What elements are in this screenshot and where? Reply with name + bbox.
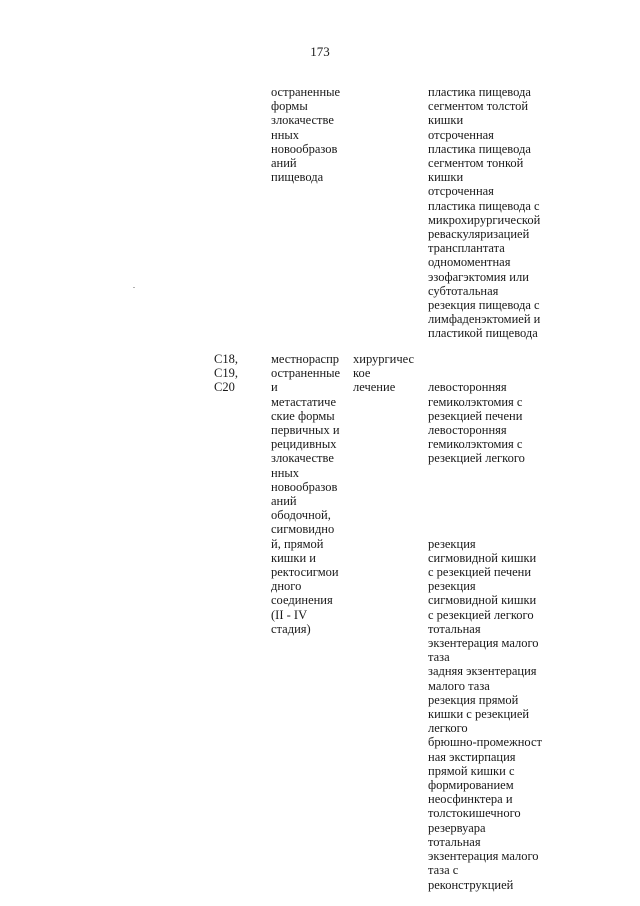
text-line: кишки с резекцией — [428, 707, 530, 722]
text-line: формы — [271, 99, 308, 114]
text-line: левосторонняя — [428, 380, 507, 395]
text-line: резекция прямой — [428, 692, 519, 707]
text-line: экзентерация малого — [428, 636, 539, 651]
text-line: тотальная — [428, 834, 481, 849]
text-line: дного — [271, 579, 302, 594]
text-line: лимфаденэктомией и — [428, 312, 541, 327]
text-line: пластикой пищевода — [428, 326, 538, 341]
text-line: лечение — [353, 380, 396, 395]
page-number: 173 — [310, 44, 330, 59]
block1-methods-column — [428, 85, 540, 341]
text-line: хирургичес — [353, 352, 415, 366]
text-line: аний — [271, 156, 297, 171]
text-line: сегментом толстой — [428, 99, 529, 114]
text-line: брюшно-промежност — [428, 735, 542, 750]
text-line: местнораспр — [271, 352, 340, 366]
group-gap — [428, 494, 542, 508]
text-line: C20 — [214, 380, 235, 395]
text-line: резекция — [428, 579, 476, 594]
text-line: одномоментная — [428, 255, 511, 270]
text-line: новообразов — [271, 479, 338, 494]
text-line: формированием — [428, 778, 514, 793]
text-line: толстокишечного — [428, 806, 521, 821]
text-line: кишки и — [271, 550, 316, 565]
text-line: трансплантата — [428, 241, 505, 256]
text-line: гемиколэктомия с — [428, 437, 523, 452]
scan-speck — [133, 287, 135, 288]
text-line: (II - IV — [271, 607, 308, 622]
text-line: отсроченная — [428, 127, 494, 142]
text-line: нных — [271, 465, 300, 480]
block2-methods-group-a — [428, 380, 542, 465]
text-line: легкого — [428, 721, 468, 736]
text-line: злокачестве — [271, 451, 334, 466]
text-line: с резекцией печени — [428, 565, 532, 580]
text-line: микрохирургической — [428, 212, 541, 227]
text-line: задняя экзентерация — [428, 664, 537, 679]
block2-methods-column — [428, 352, 542, 906]
text-line: пластика пищевода — [428, 141, 531, 156]
text-line: сигмовидной кишки — [428, 593, 537, 608]
text-line: пищевода — [271, 170, 324, 185]
text-line: C18, — [214, 352, 238, 366]
text-line: злокачестве — [271, 113, 334, 128]
text-line: неосфинктера и — [428, 792, 513, 807]
text-line: й, прямой — [271, 536, 324, 551]
text-line: таза с — [428, 863, 459, 878]
text-line: ободочной, — [271, 508, 331, 523]
text-line: тотальная — [428, 621, 481, 636]
block2-treatment-column — [353, 352, 414, 395]
text-line: отсроченная — [428, 184, 494, 199]
text-line: резекция — [428, 536, 476, 551]
text-line: резекцией легкого — [428, 451, 525, 466]
text-line: кишки — [428, 170, 464, 185]
text-line: первичных и — [271, 423, 340, 438]
text-line: метастатиче — [271, 394, 336, 409]
text-line: сигмовидно — [271, 522, 335, 537]
text-line: эзофагэктомия или — [428, 269, 529, 284]
text-line: кишки — [428, 113, 464, 128]
text-line: с резекцией легкого — [428, 607, 534, 622]
text-line: малого таза — [428, 678, 490, 693]
text-line: резервуара — [428, 820, 486, 835]
text-line: резекция пищевода с — [428, 298, 540, 313]
text-line: пластика пищевода — [428, 85, 531, 99]
text-line: реконструкцией — [428, 877, 514, 892]
text-line: новообразов — [271, 141, 338, 156]
block2-form-column — [271, 352, 340, 636]
text-line: прямой кишки с — [428, 763, 515, 778]
block2-codes-column — [214, 352, 238, 395]
text-line: ная экстирпация — [428, 749, 516, 764]
text-line: рецидивных — [271, 437, 337, 452]
block1-form-column — [271, 85, 340, 184]
text-line: реваскуляризацией — [428, 227, 530, 242]
text-line: пластика пищевода с — [428, 198, 540, 213]
text-line: гемиколэктомия с — [428, 394, 523, 409]
text-line: и — [271, 380, 278, 395]
text-line: остраненные — [271, 85, 341, 99]
text-line: сегментом тонкой — [428, 156, 524, 171]
text-line: остраненные — [271, 366, 341, 381]
text-line: экзентерация малого — [428, 849, 539, 864]
text-line: ректосигмои — [271, 565, 339, 580]
text-line: таза — [428, 650, 450, 665]
block2-methods-group-b — [428, 537, 542, 892]
text-line: C19, — [214, 366, 238, 381]
text-line: резекцией печени — [428, 408, 523, 423]
text-line: нных — [271, 127, 300, 142]
text-line: ские формы — [271, 408, 335, 423]
text-line: субтотальная — [428, 283, 499, 298]
text-line: аний — [271, 494, 297, 509]
text-line: сигмовидной кишки — [428, 550, 537, 565]
text-line: кое — [353, 366, 371, 381]
text-line: стадия) — [271, 621, 311, 636]
text-line: левосторонняя — [428, 423, 507, 438]
text-line: соединения — [271, 593, 333, 608]
